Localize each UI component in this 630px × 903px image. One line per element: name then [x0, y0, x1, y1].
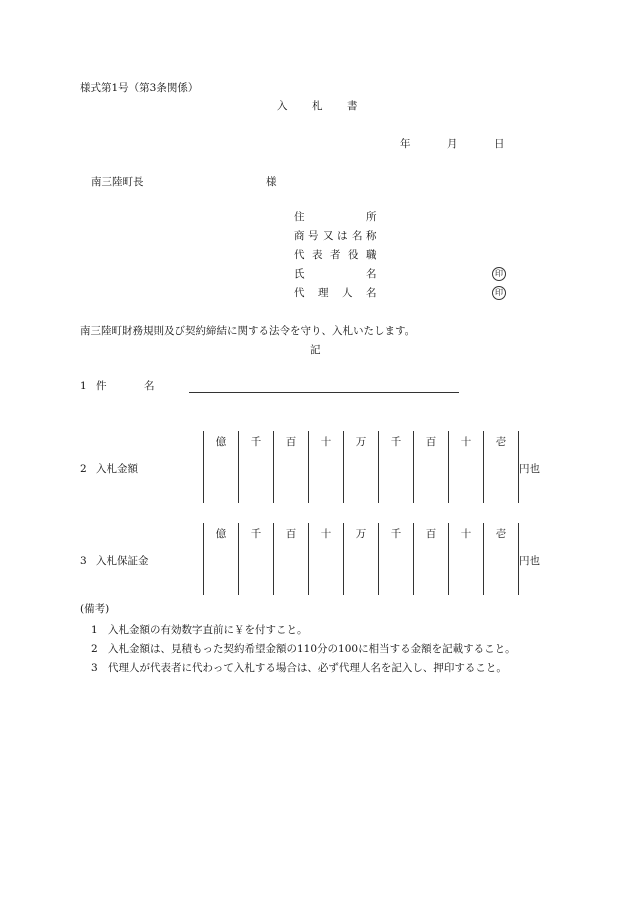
item2-unit: 円也	[519, 463, 540, 475]
field-address-label-2: 所	[366, 211, 377, 223]
digit-header: 千	[250, 528, 262, 540]
digit-header: 百	[285, 436, 297, 448]
digit-cell[interactable]	[274, 431, 309, 503]
bid-bond-row	[204, 523, 519, 595]
field-company-label-3: 又	[323, 230, 334, 242]
digit-cell[interactable]	[484, 523, 519, 595]
title-char: 入	[277, 100, 288, 112]
field-company-label-5: 名	[352, 230, 363, 242]
compliance-statement: 南三陸町財務規則及び契約締結に関する法令を守り、入札いたします。	[80, 325, 416, 337]
item3-unit: 円也	[519, 555, 540, 567]
digit-cell[interactable]	[414, 431, 449, 503]
addressee-name: 南三陸町長	[91, 176, 144, 188]
digit-cell[interactable]	[274, 523, 309, 595]
digit-header: 十	[460, 436, 472, 448]
field-agent-label-4: 名	[366, 287, 377, 299]
note-number: 1	[91, 624, 98, 636]
field-agent-label-2: 理	[318, 287, 329, 299]
item3-label: 入札保証金	[96, 555, 149, 567]
digit-cell[interactable]	[449, 523, 484, 595]
ki-heading: 記	[310, 344, 321, 356]
digit-header: 十	[460, 528, 472, 540]
note-text: 入札金額の有効数字直前に￥を付すこと。	[108, 624, 308, 636]
digit-cell[interactable]	[344, 523, 379, 595]
bid-bond-grid	[203, 523, 519, 595]
field-representative-label-2: 表	[312, 249, 323, 261]
digit-header: 万	[355, 436, 367, 448]
digit-header: 壱	[495, 528, 507, 540]
title-char: 札	[312, 100, 323, 112]
item1-label-1: 件	[96, 380, 107, 392]
digit-header: 千	[390, 436, 402, 448]
date-day: 日	[494, 138, 505, 150]
subject-entry-line[interactable]	[189, 392, 459, 393]
digit-header: 千	[250, 436, 262, 448]
field-company-label-1: 商	[294, 230, 305, 242]
item2-label: 入札金額	[96, 463, 138, 475]
digit-cell[interactable]	[414, 523, 449, 595]
field-company-label-6: 称	[366, 230, 377, 242]
field-name-label-2: 名	[366, 268, 377, 280]
item3-number: 3	[80, 555, 87, 567]
field-representative-label-3: 者	[330, 249, 341, 261]
digit-header: 万	[355, 528, 367, 540]
date-month: 月	[447, 138, 458, 150]
item2-number: 2	[80, 463, 87, 475]
item1-label-2: 名	[144, 380, 155, 392]
addressee-honorific: 様	[266, 176, 277, 188]
digit-cell[interactable]	[309, 431, 344, 503]
seal-mark-icon: 印	[492, 267, 506, 281]
digit-cell[interactable]	[344, 431, 379, 503]
note-text: 入札金額は、見積もった契約希望金額の110分の100に相当する金額を記載すること。	[108, 643, 516, 655]
field-address-label-1: 住	[294, 211, 305, 223]
digit-cell[interactable]	[239, 431, 274, 503]
field-agent-label-1: 代	[294, 287, 305, 299]
form-number: 様式第1号（第3条関係）	[80, 82, 199, 94]
digit-header: 百	[425, 528, 437, 540]
digit-cell[interactable]	[309, 523, 344, 595]
note-number: 3	[91, 662, 98, 674]
seal-mark-icon: 印	[492, 286, 506, 300]
field-company-label-2: 号	[308, 230, 319, 242]
digit-cell[interactable]	[239, 523, 274, 595]
digit-cell[interactable]	[449, 431, 484, 503]
digit-header: 百	[425, 436, 437, 448]
note-number: 2	[91, 643, 98, 655]
field-company-label-4: は	[337, 230, 348, 242]
title-char: 書	[347, 100, 358, 112]
digit-header: 百	[285, 528, 297, 540]
digit-cell[interactable]	[204, 431, 239, 503]
digit-cell[interactable]	[204, 523, 239, 595]
digit-header: 億	[215, 436, 227, 448]
digit-header: 十	[320, 436, 332, 448]
notes-heading: (備考)	[80, 603, 110, 615]
field-name-label-1: 氏	[294, 268, 305, 280]
digit-cell[interactable]	[379, 431, 414, 503]
field-agent-label-3: 人	[342, 287, 353, 299]
digit-cell[interactable]	[379, 523, 414, 595]
digit-cell[interactable]	[484, 431, 519, 503]
digit-header: 千	[390, 528, 402, 540]
field-representative-label-5: 職	[366, 249, 377, 261]
item1-number: 1	[80, 380, 87, 392]
digit-header: 十	[320, 528, 332, 540]
bid-amount-grid	[203, 431, 519, 503]
field-representative-label-4: 役	[348, 249, 359, 261]
date-year: 年	[400, 138, 411, 150]
digit-header: 壱	[495, 436, 507, 448]
bid-amount-row	[204, 431, 519, 503]
digit-header: 億	[215, 528, 227, 540]
field-representative-label-1: 代	[294, 249, 305, 261]
note-text: 代理人が代表者に代わって入札する場合は、必ず代理人名を記入し、押印すること。	[108, 662, 507, 674]
